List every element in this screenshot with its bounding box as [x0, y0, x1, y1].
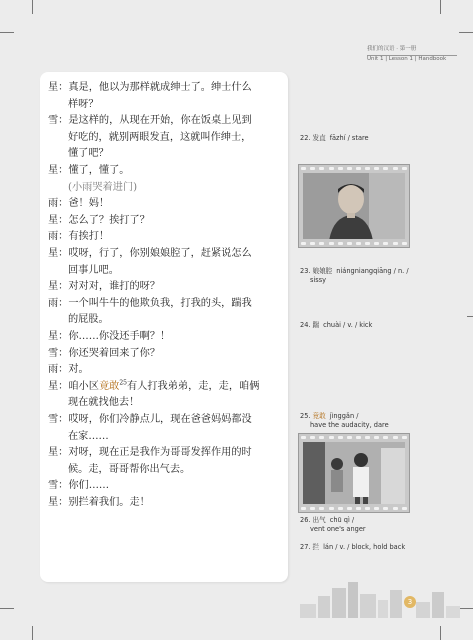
speaker-label: 雪： — [48, 414, 69, 425]
footnote-marker: 25 — [119, 379, 127, 387]
dialogue-line — [48, 163, 284, 179]
dialogue-text: (小雨哭着进门) — [68, 181, 138, 193]
vocab-number: 25. — [300, 412, 311, 420]
vocab-pinyin-definition: jìnggǎn / — [329, 412, 359, 420]
vocab-highlight: 竟敢 — [98, 380, 120, 392]
speaker-label: 雨： — [48, 198, 69, 210]
crop-mark — [0, 32, 14, 33]
vocab-word: 发直 — [312, 134, 326, 142]
dialogue-text-part: 有人打我弟弟，走，走，咱俩 — [126, 380, 260, 392]
crop-mark — [440, 0, 441, 14]
vocab-entry — [300, 543, 460, 552]
crop-mark — [32, 0, 33, 14]
dialogue-text: 在家…… — [68, 430, 109, 442]
dialogue-line — [48, 246, 284, 262]
dialogue-line — [48, 379, 284, 395]
boy-photo-image — [303, 173, 405, 239]
speaker-label: 星： — [48, 447, 69, 459]
dialogue-line — [48, 146, 284, 162]
dialogue-line — [48, 263, 284, 279]
dialogue-line — [48, 495, 284, 511]
dialogue-line — [48, 196, 284, 212]
crop-mark — [459, 608, 473, 609]
speaker-label: 星： — [48, 331, 69, 342]
vocab-pinyin-definition: fāzhí / stare — [329, 134, 369, 142]
speaker-label: 雨： — [48, 364, 69, 376]
dialogue-text: 对。 — [68, 364, 89, 376]
speaker-label: 星： — [48, 497, 69, 508]
vocab-entry — [300, 134, 460, 143]
dialogue-text: 样呀？ — [68, 98, 99, 110]
dialogue-line — [48, 213, 284, 229]
crop-mark — [0, 608, 14, 609]
film-holes — [299, 165, 409, 172]
dialogue-line — [48, 362, 284, 378]
film-holes — [299, 505, 409, 512]
speaker-label: 雨： — [48, 231, 69, 243]
dialogue-text: 对对对，谁打的呀？ — [68, 281, 161, 293]
vocab-entry — [300, 321, 460, 330]
kids-photo-image — [303, 442, 405, 504]
dialogue-text: 你们…… — [68, 480, 110, 492]
dialogue-text: 的屁股。 — [68, 314, 109, 326]
speaker-label: 星： — [48, 248, 69, 259]
speaker-label: 雨： — [48, 297, 69, 309]
photo-kids-door — [298, 433, 410, 513]
photo-frame — [303, 173, 405, 239]
vocab-word: 拦 — [312, 543, 320, 551]
vocab-word: 踹 — [312, 321, 320, 329]
running-header — [367, 46, 457, 63]
vocab-definition-continued: have the audacity, dare — [310, 421, 389, 429]
dialogue-text: 是这样的，从现在开始，你在饭桌上见到 — [68, 115, 252, 127]
vocab-definition-continued: sissy — [310, 276, 327, 284]
film-holes — [299, 240, 409, 247]
header-line-2: Unit 1 | Lesson 1 | Handbook — [367, 56, 447, 62]
vocab-number: 27. — [300, 543, 311, 551]
speaker-label: 星： — [48, 165, 69, 176]
vocab-pinyin-definition: lán / v. / block, hold back — [323, 543, 406, 551]
dialogue-line — [48, 346, 284, 362]
dialogue-text: 好吃的，就别两眼发直，这就叫作绅士， — [68, 131, 252, 143]
crop-mark — [32, 626, 33, 640]
dialogue-line — [48, 180, 284, 196]
dialogue-text: 懂了吧？ — [68, 148, 109, 160]
speaker-label: 星： — [48, 380, 69, 392]
dialogue-line — [48, 80, 284, 96]
speaker-label: 星： — [48, 214, 69, 226]
dialogue-text: 爸！妈！ — [68, 198, 110, 210]
dialogue-text: 对呀，现在正是我作为哥哥发挥作用的时 — [68, 447, 252, 459]
vocab-number: 26. — [300, 516, 311, 524]
dialogue-line — [48, 130, 284, 146]
speaker-label: 星： — [48, 281, 69, 293]
header-line-1: 我们的汉语 · 第一册 — [367, 46, 417, 52]
vocab-entry — [300, 412, 460, 430]
dialogue-text: 懂了，懂了。 — [68, 165, 130, 176]
vocab-entry — [300, 516, 460, 534]
dialogue-text: 你……你没还手啊？！ — [68, 331, 171, 342]
dialogue-line — [48, 312, 284, 328]
dialogue-line — [48, 395, 284, 411]
vocab-word: 出气 — [312, 516, 326, 524]
vocab-pinyin-definition: niángniangqiāng / n. / — [336, 267, 409, 275]
dialogue-text: 哎呀，你们冷静点儿，现在爸爸妈妈都没 — [68, 414, 252, 425]
city-skyline-decoration — [300, 578, 460, 618]
vocab-word: 竟敢 — [312, 412, 326, 420]
photo-boy-crying — [298, 164, 410, 248]
dialogue-text: 别拦着我们。走！ — [68, 497, 150, 508]
vocab-entry — [300, 267, 460, 285]
dialogue-line — [48, 279, 284, 295]
vocab-number: 23. — [300, 267, 311, 275]
dialogue-text: 真是，他以为那样就成绅士了。绅士什么 — [68, 82, 252, 93]
dialogue-line — [48, 229, 284, 245]
photo-frame — [303, 442, 405, 504]
speaker-label: 星： — [48, 82, 69, 93]
crop-mark — [467, 316, 473, 317]
crop-mark — [440, 626, 441, 640]
dialogue-line — [48, 412, 284, 428]
vocab-word: 娘娘腔 — [312, 267, 333, 275]
dialogue-line — [48, 462, 284, 478]
vocab-definition-continued: vent one's anger — [310, 525, 366, 533]
dialogue-text: 你还哭着回来了你？ — [68, 347, 161, 359]
vocab-number: 24. — [300, 321, 311, 329]
dialogue-text: 一个叫牛牛的他欺负我，打我的头，踹我 — [68, 297, 252, 309]
speaker-label: 雪： — [48, 480, 69, 492]
dialogue-text: 哎呀，行了，你别娘娘腔了，赶紧说怎么 — [68, 248, 252, 259]
vocab-pinyin-definition: chū qì / — [329, 516, 355, 524]
dialogue-line — [48, 296, 284, 312]
dialogue-line — [48, 329, 284, 345]
crop-mark — [459, 32, 473, 33]
speaker-label: 雪： — [48, 115, 69, 127]
speaker-label: 雪： — [48, 347, 69, 359]
dialogue-text: 回事儿吧。 — [68, 264, 119, 276]
dialogue-text: 怎么了？挨打了？ — [68, 214, 150, 226]
dialogue-text: 现在就找他去！ — [68, 397, 140, 409]
dialogue-line — [48, 445, 284, 461]
film-holes — [299, 434, 409, 441]
dialogue-line — [48, 97, 284, 113]
dialogue-text: 有挨打！ — [68, 231, 110, 243]
vocab-pinyin-definition: chuài / v. / kick — [323, 321, 373, 329]
dialogue-text: 候。走，哥哥帮你出气去。 — [68, 463, 191, 475]
vocab-number: 22. — [300, 134, 311, 142]
page-number: 3 — [404, 596, 416, 608]
dialogue-line — [48, 429, 284, 445]
dialogue-line — [48, 113, 284, 129]
dialogue-text-part: 咱小区 — [68, 380, 99, 392]
dialogue-line — [48, 478, 284, 494]
